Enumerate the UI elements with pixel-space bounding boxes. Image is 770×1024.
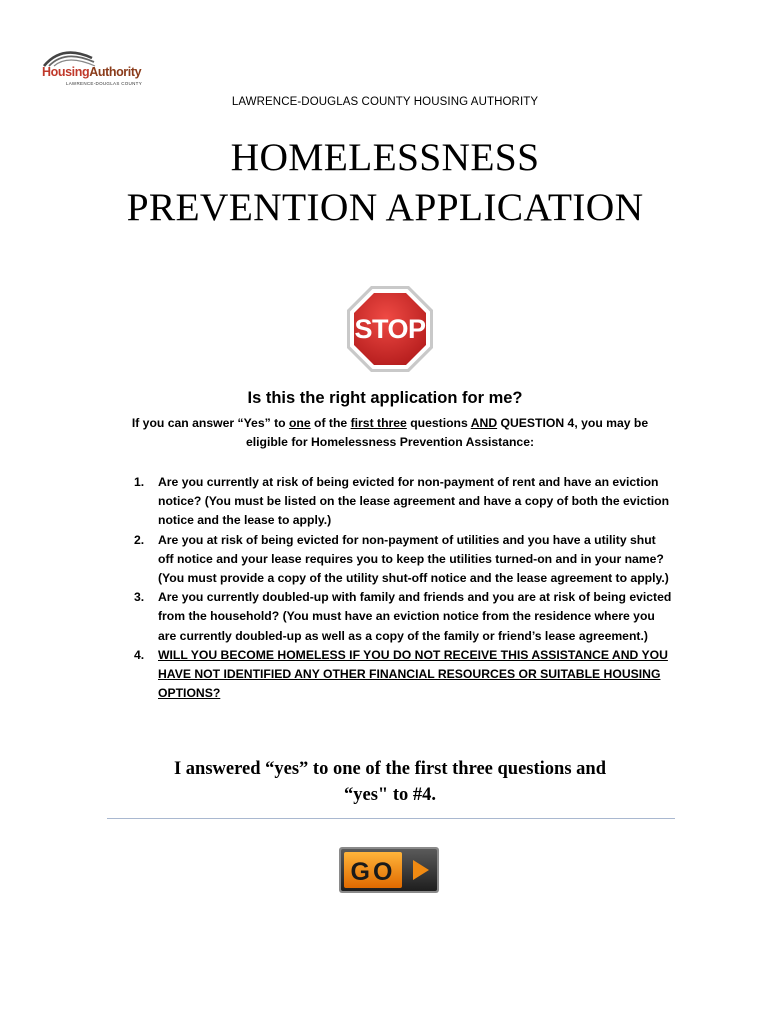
- housing-authority-logo: [40, 46, 142, 90]
- list-item: 2. Are you at risk of being evicted for non-payment of utilities and you have a utility shut off notice and your lease requires you to keep the utilities turned-on and in your name? (You must provide a copy of the utility shut-off notice and the lease agreement to apply.): [134, 532, 669, 586]
- title-line-1: HOMELESSNESS: [230, 135, 540, 179]
- divider: [107, 818, 675, 819]
- title-line-2: PREVENTION APPLICATION: [126, 185, 644, 229]
- question-heading: Is this the right application for me?: [247, 389, 523, 407]
- list-item: 4. WILL YOU BECOME HOMELESS IF YOU DO NOT RECEIVE THIS ASSISTANCE AND YOU HAVE NOT IDENTIFIED ANY OTHER FINANCIAL RESOURCES OR SUITABLE HOUSING OPTIONS?: [134, 647, 668, 701]
- go-button[interactable]: [338, 846, 440, 894]
- stop-sign-icon: [345, 284, 435, 374]
- agency-name: LAWRENCE-DOUGLAS COUNTY HOUSING AUTHORITY: [231, 96, 539, 108]
- answer-statement: I answered “yes” to one of the first three questions and “yes" to #4.: [173, 759, 606, 805]
- logo-subtitle: LAWRENCE-DOUGLAS COUNTY: [66, 81, 142, 86]
- logo-wordmark: HousingAuthority: [42, 65, 142, 79]
- list-item: 3. Are you currently doubled-up with family and friends and you are at risk of being evicted from the household? (You must have an eviction notice from the residence where you are currently doubled-up as well as a copy of the family or friend’s lease agreement.): [134, 590, 672, 643]
- go-button-label: GO: [350, 858, 396, 886]
- eligibility-questions-list: [134, 473, 674, 703]
- intro-text: If you can answer “Yes” to one of the first three questions AND QUESTION 4, you may be eligible for Homelessness Prevention Assistance:: [131, 416, 649, 449]
- list-item: 1. Are you currently at risk of being evicted for non-payment of rent and have an eviction notice? (You must be listed on the lease agreement and have a copy of both the eviction notice and the lease to apply.): [134, 475, 670, 528]
- page-title: [0, 132, 770, 232]
- stop-sign-text: STOP: [354, 314, 426, 344]
